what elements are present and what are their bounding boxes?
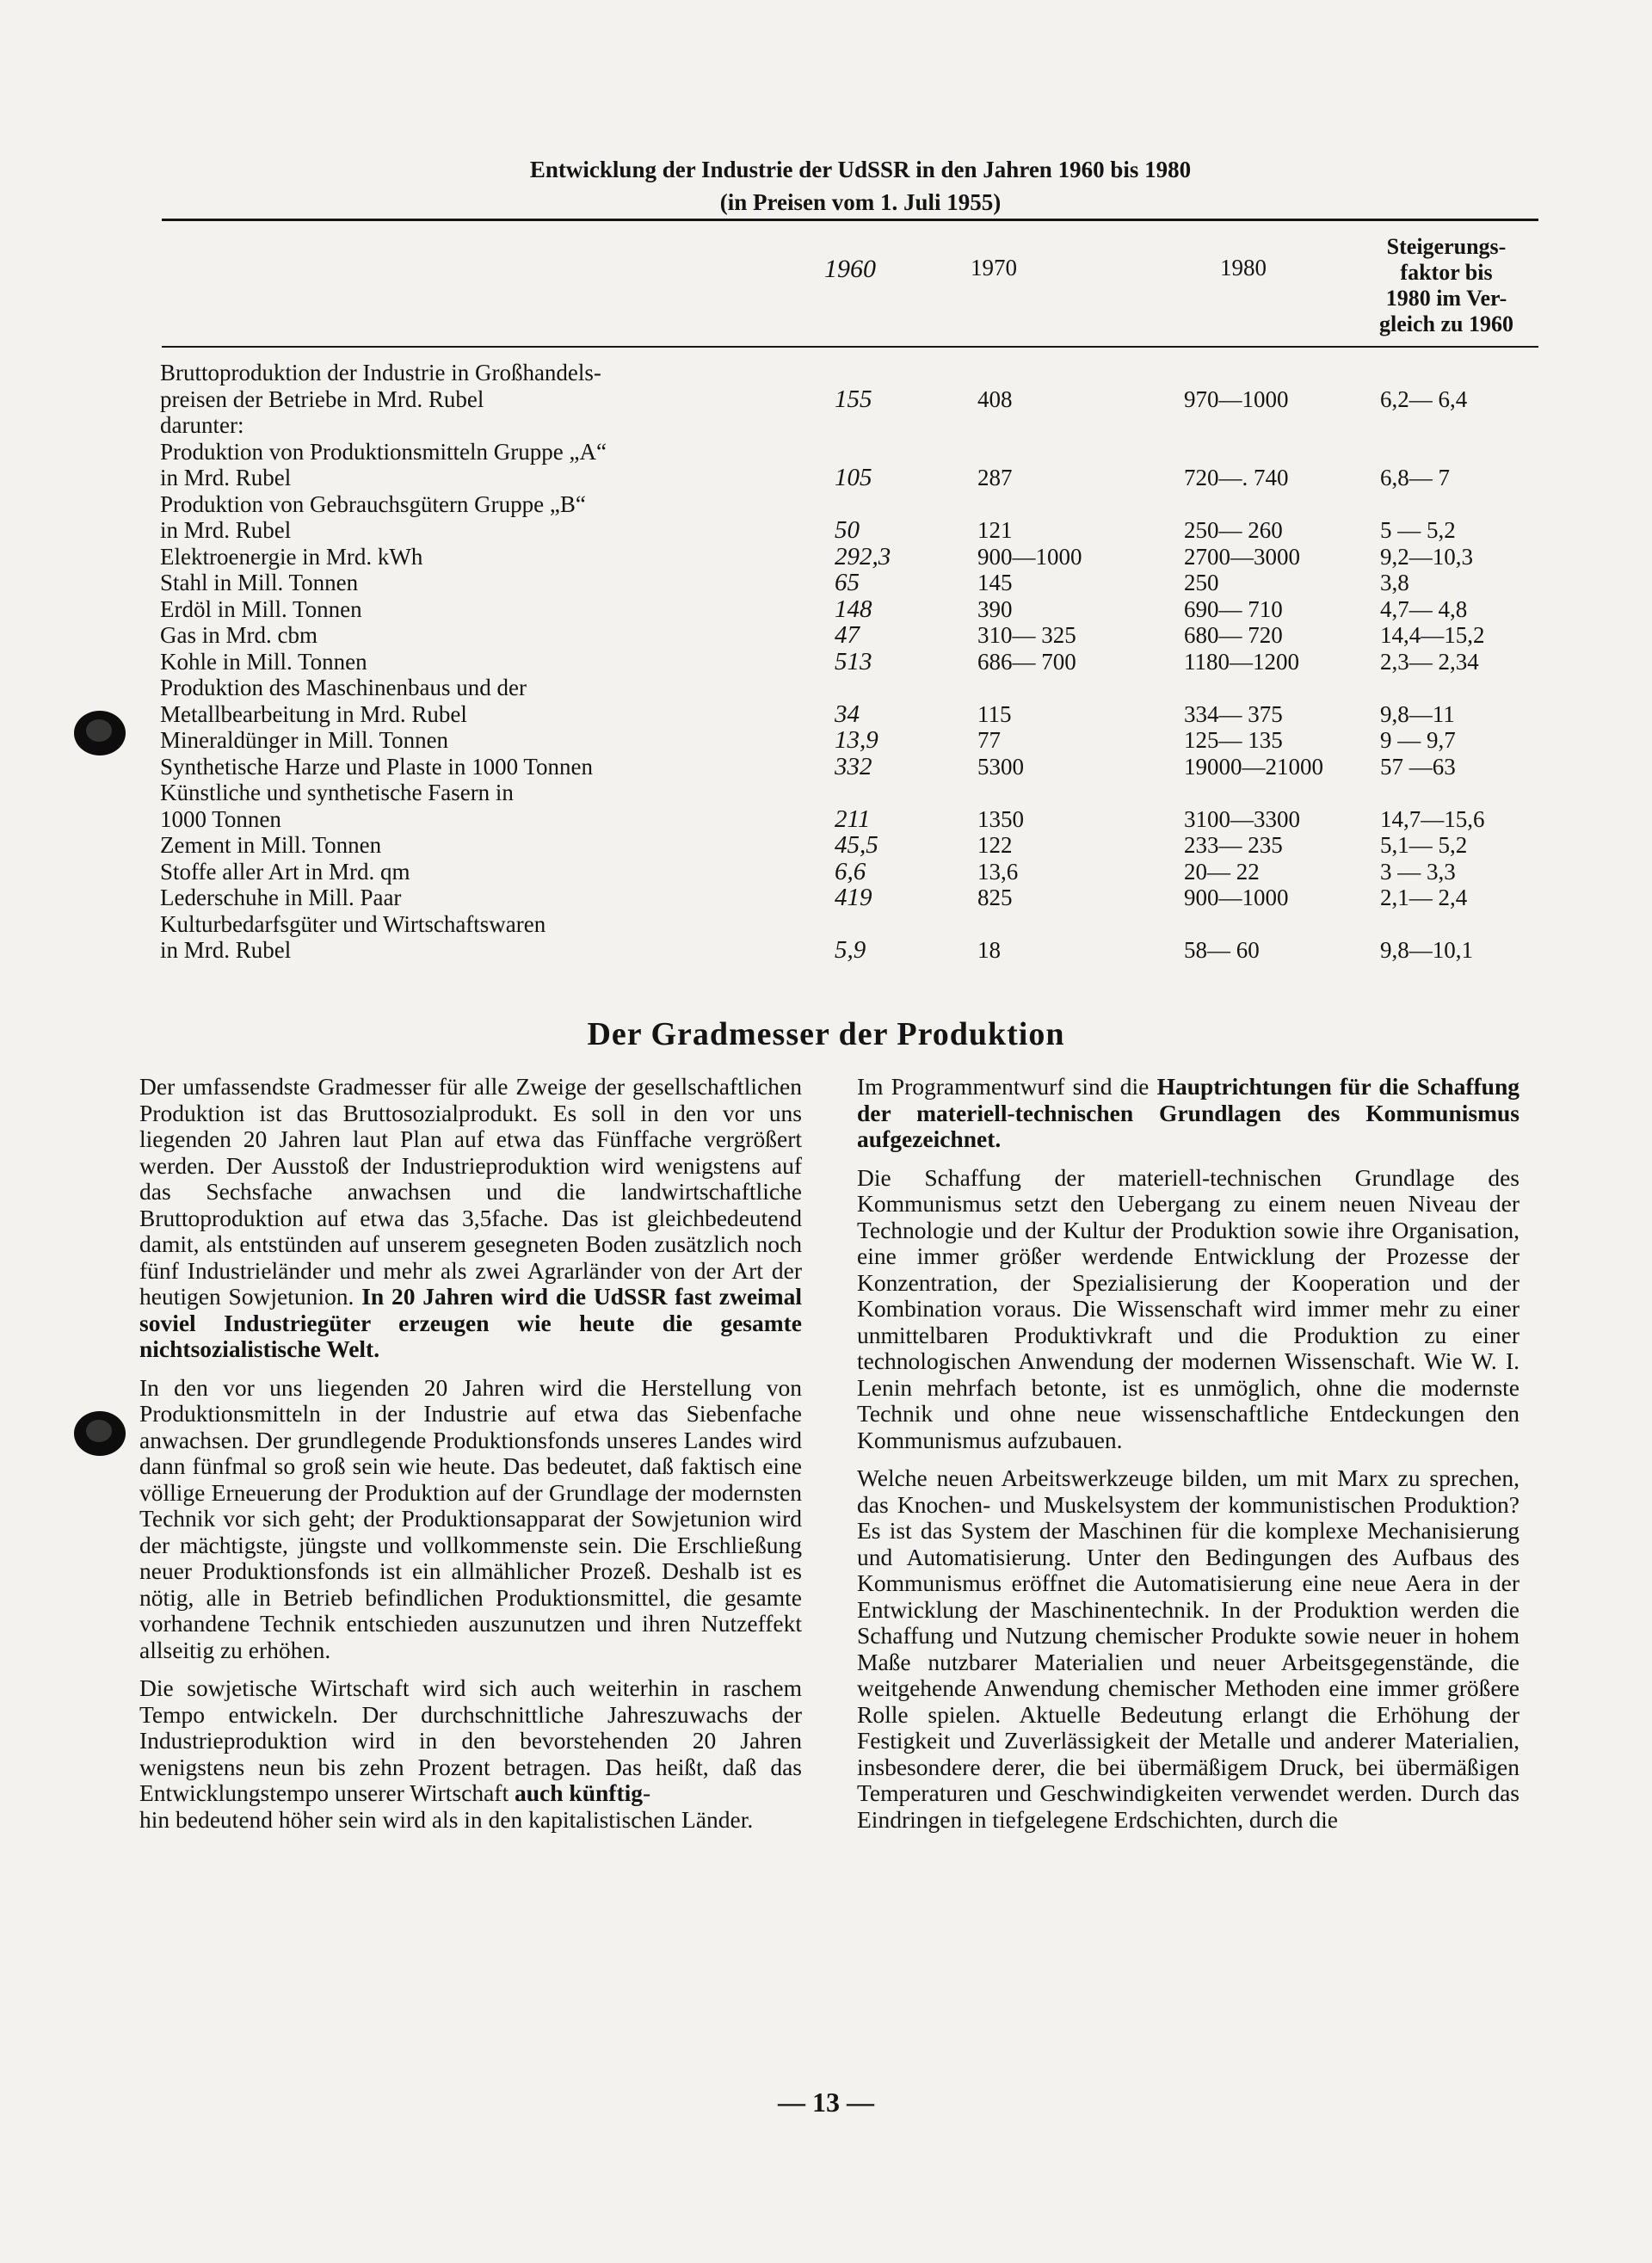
paragraph-text: hin bedeutend höher sein wird als in den kapitalistischen Länder. bbox=[139, 1805, 754, 1833]
table-row bbox=[160, 544, 1545, 570]
value-1960: 45,5 bbox=[835, 831, 878, 859]
row-label-line: Synthetische Harze und Plaste in 1000 Tonnen bbox=[160, 753, 594, 780]
value-1970: 13,6 bbox=[977, 858, 1019, 885]
emphasis-text: auch künftig bbox=[515, 1779, 644, 1806]
value-1970: 825 bbox=[977, 885, 1013, 910]
row-label-line: Produktion von Gebrauchsgütern Gruppe „B“ bbox=[160, 490, 586, 517]
row-label bbox=[160, 412, 831, 491]
value-1970: 1350 bbox=[977, 805, 1024, 832]
value-1980: 680— 720 bbox=[1184, 622, 1283, 648]
paragraph: Die Schaffung der materiell-technischen Grundlage des Kommunismus setzt den Uebergang zu einem neuen Niveau der Technologie und der Kultur der Produktion sowie ihre Organisation, eine immer größer werdende Entwicklung der Prozesse der Konzentration, der Spezialisierung der Kooperation und der Kombination voraus. Die Wissenschaft wird immer mehr zu einer unmittelbaren Produktivkraft und die Produktion zu einer technologischen Anwendung der modernen Wissenschaft. Wie W. I. Lenin mehrfach betonte, ist es unmöglich, ohne die modernste Technik und ohne neue wissenschaftliche Entdeckungen den Kommunismus aufzubauen. bbox=[857, 1163, 1519, 1453]
value-1960: 5,9 bbox=[835, 936, 866, 964]
value-1960: 34 bbox=[835, 700, 860, 728]
table-row bbox=[160, 596, 1545, 623]
value-1970: 310— 325 bbox=[977, 622, 1076, 648]
value-factor: 14,4—15,2 bbox=[1380, 622, 1485, 648]
value-factor: 6,2— 6,4 bbox=[1380, 385, 1468, 412]
header-factor-line: 1980 im Ver- bbox=[1385, 286, 1507, 311]
value-1970: 900—1000 bbox=[977, 543, 1082, 570]
row-label bbox=[160, 859, 831, 885]
header-factor-line: Steigerungs- bbox=[1386, 234, 1507, 259]
value-factor: 3,8 bbox=[1380, 570, 1409, 595]
row-label bbox=[160, 491, 831, 544]
value-1960: 6,6 bbox=[835, 857, 866, 885]
table-row bbox=[160, 832, 1545, 859]
row-label-line: Produktion von Produktionsmitteln Gruppe „A“ bbox=[160, 438, 607, 465]
table-row bbox=[160, 675, 1545, 727]
value-1970: 77 bbox=[977, 727, 1001, 753]
row-label-line: Stoffe aller Art in Mrd. qm bbox=[160, 858, 410, 885]
header-factor-line: faktor bis bbox=[1400, 260, 1493, 285]
row-label-line: Gas in Mrd. cbm bbox=[160, 622, 317, 648]
value-factor: 9,8—11 bbox=[1380, 700, 1455, 727]
row-label-line: preisen der Betriebe in Mrd. Rubel bbox=[160, 385, 484, 412]
value-1960: 50 bbox=[835, 516, 860, 544]
header-1970: 1970 bbox=[971, 255, 1017, 281]
table-row bbox=[160, 622, 1545, 649]
row-label bbox=[160, 911, 831, 964]
table-row bbox=[160, 570, 1545, 596]
value-1960: 513 bbox=[835, 647, 872, 675]
row-label bbox=[160, 754, 831, 780]
row-label-line: Lederschuhe in Mill. Paar bbox=[160, 885, 402, 910]
value-factor: 5 — 5,2 bbox=[1380, 517, 1456, 543]
row-label bbox=[160, 780, 831, 832]
table-header-rule bbox=[162, 346, 1538, 348]
punch-hole-icon bbox=[74, 1411, 126, 1456]
row-label-line: Stahl in Mill. Tonnen bbox=[160, 570, 359, 595]
value-1960: 292,3 bbox=[835, 542, 891, 570]
value-factor: 6,8— 7 bbox=[1380, 465, 1450, 490]
row-label-line: Produktion des Maschinenbaus und der bbox=[160, 675, 527, 700]
value-1980: 900—1000 bbox=[1184, 885, 1289, 910]
row-label bbox=[160, 885, 831, 911]
row-label bbox=[160, 622, 831, 649]
emphasis-text: Hauptrichtungen für die Schaffung der materiell-technischen Grundlagen des Kommunismus aufgezeichnet. bbox=[857, 1073, 1520, 1152]
value-factor: 9,2—10,3 bbox=[1380, 543, 1473, 570]
value-factor: 9 — 9,7 bbox=[1380, 727, 1456, 753]
table-row bbox=[160, 885, 1545, 911]
row-label-line: Kohle in Mill. Tonnen bbox=[160, 648, 367, 675]
value-1980: 2700—3000 bbox=[1184, 543, 1300, 570]
value-1980: 250— 260 bbox=[1184, 517, 1283, 543]
table-row bbox=[160, 649, 1545, 675]
value-factor: 57 —63 bbox=[1380, 753, 1456, 780]
row-label bbox=[160, 675, 831, 727]
value-1970: 121 bbox=[977, 517, 1013, 543]
table-row bbox=[160, 911, 1545, 964]
value-1970: 287 bbox=[977, 465, 1013, 490]
value-1970: 686— 700 bbox=[977, 648, 1076, 675]
value-factor: 4,7— 4,8 bbox=[1380, 595, 1468, 622]
value-factor: 3 — 3,3 bbox=[1380, 858, 1456, 885]
value-1980: 233— 235 bbox=[1184, 832, 1283, 858]
table-row bbox=[160, 412, 1545, 491]
value-1980: 58— 60 bbox=[1184, 937, 1260, 963]
emphasis-text: In 20 Jahren wird die UdSSR fast zweimal soviel Industriegüter erzeugen wie heute die gesamte nichtsozialistische Welt. bbox=[139, 1283, 802, 1362]
value-1970: 122 bbox=[977, 832, 1013, 858]
header-factor-line: gleich zu 1960 bbox=[1379, 311, 1513, 336]
row-label-line: 1000 Tonnen bbox=[160, 805, 281, 832]
row-label bbox=[160, 360, 831, 412]
value-factor: 5,1— 5,2 bbox=[1380, 832, 1468, 858]
row-label-line: darunter: bbox=[160, 412, 244, 438]
value-1960: 148 bbox=[835, 595, 872, 623]
table-row bbox=[160, 727, 1545, 754]
value-1980: 125— 135 bbox=[1184, 727, 1283, 753]
value-1960: 332 bbox=[835, 752, 872, 780]
row-label-line: Mineraldünger in Mill. Tonnen bbox=[160, 727, 449, 753]
row-label bbox=[160, 649, 831, 675]
table-title-line-1: Entwicklung der Industrie der UdSSR in den Jahren 1960 bis 1980 bbox=[529, 157, 1192, 182]
row-label bbox=[160, 544, 831, 570]
header-1980: 1980 bbox=[1220, 255, 1267, 281]
paragraph: Die sowjetische Wirtschaft wird sich auch weiterhin in raschem Tempo entwickeln. Der durchschnittliche Jahreszuwachs der Industrieproduktion wird in den bevorstehenden 20 Jahren wenigstens neun bis zehn Prozent betragen. Das heißt, daß das Entwicklungstempo unserer Wirtschaft auch künftig- hin bedeutend höher sein wird als in den kapitalistischen Länder. bbox=[139, 1674, 802, 1833]
paragraph: Welche neuen Arbeitswerkzeuge bilden, um mit Marx zu sprechen, das Knochen- und Muskelsystem der kommunistischen Produktion? Es ist das System der Maschinen für die komplexe Mechanisierung und Automatisierung. Unter den Bedingungen des Aufbaus des Kommunismus eröffnet die Automatisierung eine neue Aera in der Entwicklung der Maschinentechnik. In der Produktion werden die Schaffung und Nutzung chemischer Produkte sowie neuer in hohem Maße nutzbarer Materialien und neuer Arbeitsgegenstände, die weitgehende Anwendung chemischer Methoden eine immer größere Rolle spielen. Aktuelle Bedeutung erlangt die Erhöhung der Festigkeit und Zuverlässigkeit der Metalle und anderer Materialien, insbesondere derer, die bei übermäßigem Druck, bei übermäßigen Temperaturen und Geschwindigkeiten verwendet werden. Durch das Eindringen in tiefgelegene Erdschichten, durch die bbox=[857, 1464, 1519, 1833]
paragraph-text: Im Programmentwurf sind die bbox=[857, 1073, 1157, 1100]
value-1980: 720—. 740 bbox=[1184, 465, 1289, 490]
row-label-line: Metallbearbeitung in Mrd. Rubel bbox=[160, 700, 467, 727]
value-1980: 19000—21000 bbox=[1184, 753, 1323, 780]
row-label-line: in Mrd. Rubel bbox=[160, 937, 292, 963]
table-row bbox=[160, 360, 1545, 412]
row-label bbox=[160, 832, 831, 859]
table-top-rule bbox=[162, 219, 1538, 221]
row-label-line: in Mrd. Rubel bbox=[160, 465, 292, 490]
header-1960: 1960 bbox=[824, 255, 876, 283]
header-factor bbox=[1349, 234, 1544, 337]
row-label-line: Künstliche und synthetische Fasern in bbox=[160, 780, 514, 805]
value-factor: 9,8—10,1 bbox=[1380, 937, 1473, 963]
paragraph-text: Die sowjetische Wirtschaft wird sich auch weiterhin in raschem Tempo entwickeln. Der durchschnittliche Jahreszuwachs der Industrieproduktion wird in den bevorstehenden 20 Jahren wenigstens neun bis zehn Prozent betragen. Das heißt, daß das Entwicklungstempo unserer Wirtschaft bbox=[139, 1674, 802, 1806]
row-label bbox=[160, 727, 831, 754]
table-row bbox=[160, 754, 1545, 780]
value-factor: 14,7—15,6 bbox=[1380, 805, 1485, 832]
value-1970: 145 bbox=[977, 570, 1013, 595]
value-1970: 5300 bbox=[977, 753, 1024, 780]
value-1960: 47 bbox=[835, 621, 860, 649]
value-1980: 250 bbox=[1184, 570, 1219, 595]
table-row bbox=[160, 859, 1545, 885]
row-label-line: Kulturbedarfsgüter und Wirtschaftswaren bbox=[160, 910, 546, 937]
row-label bbox=[160, 596, 831, 623]
row-label-line: Bruttoproduktion der Industrie in Großhandels- bbox=[160, 360, 601, 385]
value-1960: 155 bbox=[835, 385, 872, 413]
table-row bbox=[160, 780, 1545, 832]
article-right-column bbox=[857, 1074, 1519, 1845]
value-1960: 419 bbox=[835, 884, 872, 911]
row-label-line: Zement in Mill. Tonnen bbox=[160, 832, 382, 858]
row-label-line: Erdöl in Mill. Tonnen bbox=[160, 595, 362, 622]
table-title-line-2: (in Preisen vom 1. Juli 1955) bbox=[719, 189, 1002, 215]
value-1980: 3100—3300 bbox=[1184, 805, 1300, 832]
value-1980: 970—1000 bbox=[1184, 385, 1289, 412]
value-1960: 13,9 bbox=[835, 726, 878, 754]
paragraph: In den vor uns liegenden 20 Jahren wird die Herstellung von Produktionsmitteln in der Industrie auf etwa das Siebenfache anwachsen. Der grundlegende Produktionsfonds unseres Landes wird dann fünfmal so groß sein wie heute. Das bedeutet, daß faktisch eine völlige Erneuerung der Produktion auf der Grundlage der modernsten Technik vor sich geht; der Produktionsapparat der Sowjetunion wird der mächtigste, jüngste und vollkommenste sein. Die Erschließung neuer Produktionsfonds ist ein allmählicher Prozeß. Deshalb ist es nötig, alle in Betrieb befindlichen Produktionsmittel, die gesamte vorhandene Technik entschieden auszunutzen und ihren Nutzeffekt allseitig zu erhöhen. bbox=[139, 1373, 802, 1663]
page-number: — 13 — bbox=[778, 2087, 874, 2118]
row-label-line: Elektroenergie in Mrd. kWh bbox=[160, 543, 423, 570]
article-heading: Der Gradmesser der Produktion bbox=[587, 1016, 1065, 1052]
value-1970: 408 bbox=[977, 385, 1013, 412]
value-1960: 211 bbox=[835, 805, 871, 833]
value-1970: 18 bbox=[977, 937, 1001, 963]
value-factor: 2,3— 2,34 bbox=[1380, 648, 1479, 675]
paragraph bbox=[139, 1074, 802, 1363]
value-1960: 105 bbox=[835, 464, 872, 491]
value-1970: 390 bbox=[977, 595, 1013, 622]
row-label-line: in Mrd. Rubel bbox=[160, 517, 292, 543]
value-1980: 20— 22 bbox=[1184, 858, 1260, 885]
paragraph-text: Der umfassendste Gradmesser für alle Zweige der gesellschaftlichen Produktion ist das Bruttosozialprodukt. Es soll in den vor uns liegenden 20 Jahren laut Plan auf etwa das Fünffache vergrößert werden. Der Ausstoß der Industrieproduktion wird wenigstens auf das Sechsfache anwachsen und die landwirtschaftliche Bruttoproduktion auf etwa das 3,5fache. Das ist gleichbedeutend damit, als entstünden auf unserem gesegneten Boden zusätzlich noch fünf Industrieländer und mehr als zwei Agrarländer von der Art der heutigen Sowjetunion. bbox=[139, 1073, 802, 1310]
value-1960: 65 bbox=[835, 569, 860, 596]
value-1980: 1180—1200 bbox=[1184, 648, 1299, 675]
table-row bbox=[160, 491, 1545, 544]
value-1980: 690— 710 bbox=[1184, 595, 1283, 622]
article-left-column bbox=[139, 1074, 802, 1845]
value-1970: 115 bbox=[977, 700, 1012, 727]
punch-hole-icon bbox=[74, 711, 126, 755]
table-title bbox=[258, 153, 1463, 219]
row-label bbox=[160, 570, 831, 596]
value-1980: 334— 375 bbox=[1184, 700, 1283, 727]
value-factor: 2,1— 2,4 bbox=[1380, 885, 1468, 910]
paragraph bbox=[857, 1074, 1519, 1153]
